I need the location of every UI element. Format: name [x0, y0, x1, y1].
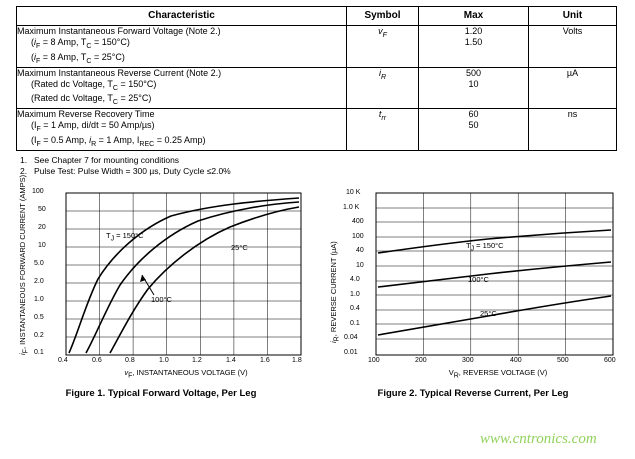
char-line: Maximum Instantaneous Reverse Current (Note 2.)	[17, 67, 222, 78]
cell-unit	[529, 67, 617, 109]
figure-1-plot	[6, 174, 316, 383]
symbol-text: $t_{rr}$	[378, 109, 387, 122]
y-tick-label: 0.2	[34, 331, 44, 339]
y-tick-label: 100	[32, 187, 44, 195]
max-line: 1.20	[464, 26, 483, 36]
y-tick-label: 0.01	[344, 348, 358, 356]
y-tick-label: 0.04	[344, 333, 358, 341]
char-line: ($I_F = 0.5$ Amp, $i_R = 1$ Amp, $I_{REC} = 0.25$ Amp)	[31, 134, 206, 148]
char-line: Maximum Instantaneous Forward Voltage (Note 2.)	[17, 26, 221, 36]
x-tick-label: 1.2	[192, 356, 202, 364]
char-line: ($i_F = 8$ Amp, $T_C = 150^\circ C$)	[31, 37, 130, 50]
cell-symbol	[347, 67, 419, 109]
curve-label-100c: 100°C	[468, 274, 489, 284]
y-tick-label: 1.0	[350, 290, 360, 298]
max-line: 500	[465, 67, 482, 78]
cell-unit	[529, 109, 617, 151]
col-header-max: Max	[419, 7, 529, 26]
x-tick-label: 100	[368, 356, 380, 364]
note-item	[20, 166, 635, 177]
y-tick-label: 40	[356, 246, 364, 254]
note-number: 1.	[20, 154, 28, 165]
y-tick-label: 0.5	[34, 313, 44, 321]
figure-2-y-axis-label: iR, REVERSE CURRENT (µA)	[329, 241, 341, 343]
char-line: Maximum Reverse Recovery Time	[17, 109, 155, 120]
datasheet-page	[0, 6, 635, 459]
curve-label-25c: 25°C	[231, 242, 248, 252]
cell-max	[419, 109, 529, 151]
x-tick-label: 0.8	[125, 356, 135, 364]
figure-1-x-axis-label: vF, INSTANTANEOUS VOLTAGE (V)	[124, 367, 248, 380]
y-tick-label: 400	[352, 217, 364, 225]
col-header-symbol: Symbol	[347, 7, 419, 26]
x-tick-label: 1.6	[260, 356, 270, 364]
curve-label-150c: TJ = 150°C	[466, 240, 504, 253]
table-row	[17, 109, 617, 151]
char-line: (Rated dc Voltage, $T_C = 25^\circ C$)	[31, 93, 152, 107]
y-tick-label: 50	[38, 205, 46, 213]
max-line: 50	[468, 120, 479, 131]
figure-2-x-axis-label: VR, REVERSE VOLTAGE (V)	[448, 367, 548, 380]
cell-unit	[529, 26, 617, 68]
figure-2-caption: Figure 2. Typical Reverse Current, Per Leg	[377, 387, 569, 399]
y-tick-label: 20	[38, 223, 46, 231]
y-tick-label: 1.0	[34, 295, 44, 303]
max-line: 10	[468, 78, 479, 89]
figure-1	[6, 174, 316, 399]
note-text: See Chapter 7 for mounting conditions	[34, 154, 180, 165]
x-tick-label: 1.4	[226, 356, 236, 364]
x-tick-label: 600	[604, 356, 616, 364]
x-tick-label: 0.4	[58, 356, 68, 364]
curve-label-100c: 100°C	[151, 294, 172, 304]
cell-max	[419, 26, 529, 68]
unit-text: ns	[567, 109, 578, 120]
char-line: (Rated dc Voltage, $T_C = 150^\circ C$)	[31, 78, 157, 92]
max-line: 60	[468, 109, 479, 120]
watermark: www.cntronics.com	[480, 431, 597, 447]
symbol-text: $i_R$	[378, 67, 387, 81]
specification-table	[16, 6, 617, 151]
char-line: ($i_F = 8$ Amp, $T_C = 25^\circ C$)	[31, 51, 125, 65]
figure-2	[318, 183, 628, 399]
figure-1-caption: Figure 1. Typical Forward Voltage, Per Leg	[65, 387, 257, 399]
figures-area	[0, 174, 635, 413]
table-row	[17, 26, 617, 68]
cell-symbol	[347, 26, 419, 68]
x-tick-label: 1.0	[159, 356, 169, 364]
y-tick-label: 0.1	[34, 348, 44, 356]
notes-list	[20, 155, 635, 177]
y-tick-label: 10	[356, 261, 364, 269]
y-tick-label: 0.1	[350, 319, 360, 327]
y-tick-label: 1.0 K	[343, 203, 360, 211]
figure-1-y-axis-label: iF, INSTANTANEOUS FORWARD CURRENT (AMPS)	[18, 174, 30, 355]
note-number: 2.	[20, 165, 28, 176]
y-tick-label: 2.0	[34, 277, 44, 285]
x-tick-label: 0.6	[92, 356, 102, 364]
y-tick-label: 0.4	[350, 304, 360, 312]
x-tick-label: 1.8	[292, 356, 302, 364]
table-header-row	[17, 7, 617, 26]
symbol-text: $v_F$	[378, 26, 387, 39]
cell-characteristic	[17, 67, 347, 109]
unit-text: Volts	[562, 26, 583, 36]
max-line: 1.50	[464, 37, 483, 47]
cell-symbol	[347, 109, 419, 151]
x-tick-label: 500	[557, 356, 569, 364]
cell-characteristic	[17, 109, 347, 151]
col-header-unit: Unit	[529, 7, 617, 26]
note-item	[20, 155, 635, 166]
forward-voltage-chart	[6, 183, 316, 383]
x-tick-label: 300	[462, 356, 474, 364]
y-tick-label: 5.0	[34, 259, 44, 267]
cell-max	[419, 67, 529, 109]
char-line: ($I_F = 1$ Amp, di/dt = 50 Amp/µs)	[31, 120, 155, 133]
col-header-characteristic: Characteristic	[17, 7, 347, 26]
note-text: Pulse Test: Pulse Width = 300 µs, Duty Cycle ≤2.0%	[34, 165, 231, 176]
cell-characteristic	[17, 26, 347, 68]
figure-2-plot	[318, 183, 628, 383]
curve-label-25c: 25°C	[480, 308, 497, 318]
y-tick-label: 10	[38, 241, 46, 249]
x-tick-label: 400	[510, 356, 522, 364]
table-row	[17, 67, 617, 109]
unit-text: µA	[566, 67, 579, 78]
y-tick-label: 10 K	[346, 188, 361, 196]
curve-label-150c: TJ = 150°C	[106, 230, 144, 243]
x-tick-label: 200	[415, 356, 427, 364]
y-tick-label: 100	[352, 232, 364, 240]
y-tick-label: 4.0	[350, 275, 360, 283]
